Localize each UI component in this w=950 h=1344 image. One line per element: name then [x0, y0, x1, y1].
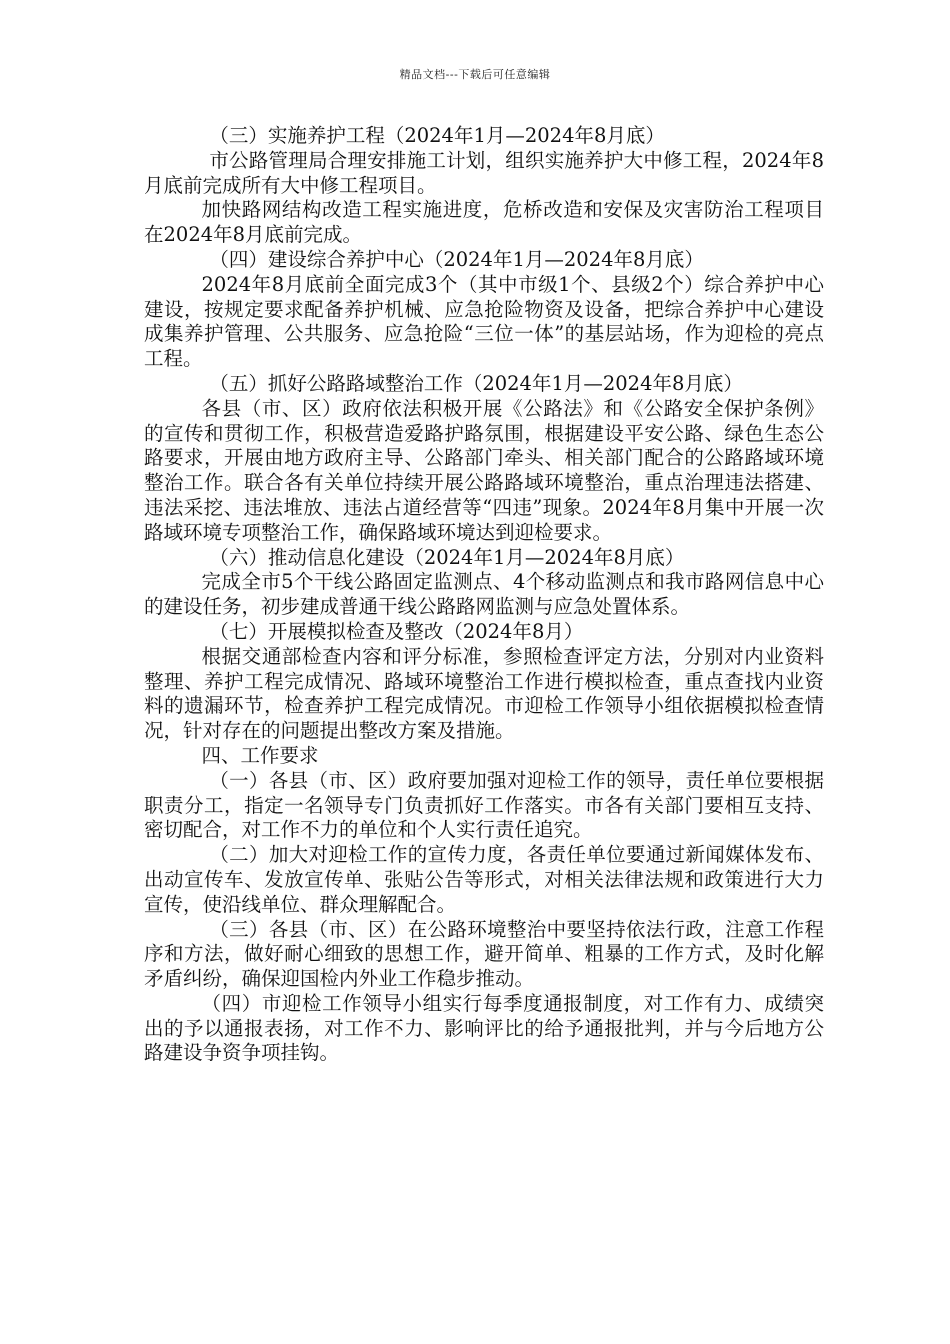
paragraph: 2024年8月底前全面完成3个（其中市级1个、县级2个）综合养护中心建设，按规定要求配备养护机械、应急抢险物资及设备，把综合养护中心建设成集养护管理、公共服务、应急抢险“三位一体”的基层站场，作为迎检的亮点工程。: [144, 272, 824, 371]
paragraph: （一）各县（市、区）政府要加强对迎检工作的领导，责任单位要根据职责分工，指定一名领导专门负责抓好工作落实。市各有关部门要相互支持、密切配合，对工作不力的单位和个人实行责任追究。: [144, 768, 824, 842]
paragraph: 四、工作要求: [201, 743, 319, 767]
paragraph: （六）推动信息化建设（2024年1月—2024年8月底）: [209, 545, 685, 569]
document-body: [144, 124, 824, 1066]
paragraph: （三）实施养护工程（2024年1月—2024年8月底）: [209, 124, 665, 147]
paragraph: 各县（市、区）政府依法积极开展《公路法》和《公路安全保护条例》的宣传和贯彻工作，积极营造爱路护路氛围，根据建设平安公路、绿色生态公路要求，开展由地方政府主导、公路部门牵头、相关部门配合的公路路域环境整治工作。联合各有关单位持续开展公路路域环境整治，重点治理违法搭建、违法采挖、违法堆放、违法占道经营等“四违”现象。2024年8月集中开展一次路域环境专项整治工作，确保路域环境达到迎检要求。: [144, 396, 824, 544]
paragraph: （三）各县（市、区）在公路环境整治中要坚持依法行政，注意工作程序和方法，做好耐心细致的思想工作，避开简单、粗暴的工作方式，及时化解矛盾纠纷，确保迎国检内外业工作稳步推动。: [144, 917, 824, 991]
paragraph: （五）抓好公路路域整治工作（2024年1月—2024年8月底）: [209, 371, 743, 395]
paragraph: 根据交通部检查内容和评分标准，参照检查评定方法，分别对内业资料整理、养护工程完成情况、路域环境整治工作进行模拟检查，重点查找内业资料的遗漏环节，检查养护工程完成情况。市迎检工作领导小组依据模拟检查情况，针对存在的问题提出整改方案及措施。: [144, 644, 824, 743]
paragraph: 市公路管理局合理安排施工计划，组织实施养护大中修工程，2024年8月底前完成所有大中修工程项目。: [144, 148, 824, 197]
paragraph: （四）建设综合养护中心（2024年1月—2024年8月底）: [209, 247, 704, 271]
paragraph: （二）加大对迎检工作的宣传力度，各责任单位要通过新闻媒体发布、出动宣传车、发放宣传单、张贴公告等形式，对相关法律法规和政策进行大力宣传，使沿线单位、群众理解配合。: [144, 843, 824, 916]
paragraph: （七）开展模拟检查及整改（2024年8月）: [209, 619, 584, 643]
paragraph: （四）市迎检工作领导小组实行每季度通报制度，对工作有力、成绩突出的予以通报表扬，对工作不力、影响评比的给予通报批判，并与今后地方公路建设争资争项挂钩。: [144, 991, 824, 1065]
page-header: 精品文档---下载后可任意编辑: [399, 68, 551, 81]
paragraph: 完成全市5个干线公路固定监测点、4个移动监测点和我市路网信息中心的建设任务，初步建成普通干线公路路网监测与应急处置体系。: [144, 570, 824, 619]
paragraph: 加快路网结构改造工程实施进度，危桥改造和安保及灾害防治工程项目在2024年8月底前完成。: [144, 198, 824, 247]
